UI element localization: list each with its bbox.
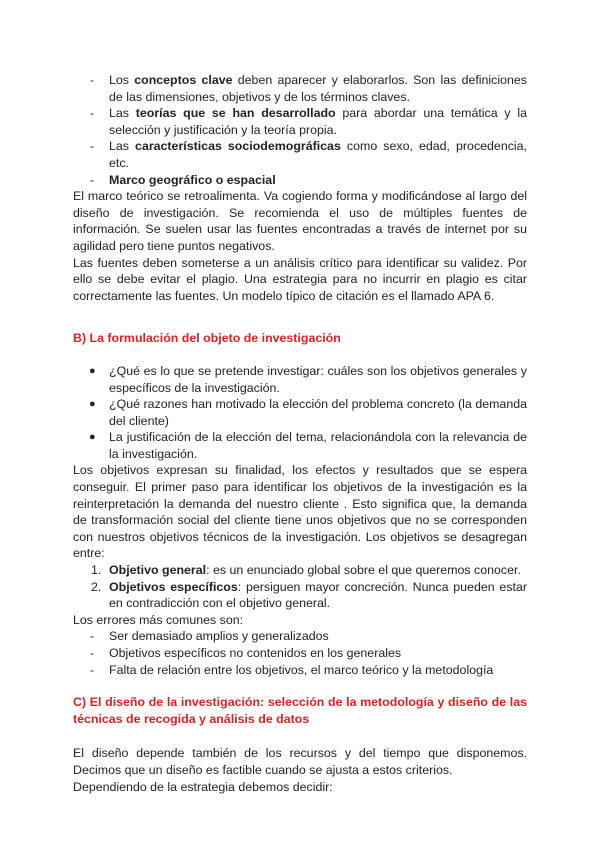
dash-marker: - xyxy=(90,106,95,121)
bold-term: Marco geográfico o espacial xyxy=(109,172,276,187)
list-item: - Las teorías que se han desarrollado para abordar una temática y la selección y justificación y la teoría propia. xyxy=(90,106,527,137)
paragraph-diseno: El diseño depende también de los recursos y del tiempo que disponemos. Decimos que un diseño es factible cuando se ajusta a estos criterios. xyxy=(73,746,527,777)
list-item: ● La justificación de la elección del tema, relacionándola con la relevancia de la investigación. xyxy=(89,430,527,461)
paragraph-objetivos: Los objetivos expresan su finalidad, los efectos y resultados que se espera conseguir. El primer paso para identificar los objetivos de la investigación es la reinterpretación la demanda del nuestro cliente . Esto significa que, la demanda de transformación social del cliente tiene unos objetivos que no se corresponden con nuestros objetivos técnicos de la investigación. Los objetivos se desagregan entre: xyxy=(73,463,527,561)
paragraph-fuentes: Las fuentes deben someterse a un análisis crítico para identificar su validez. Por ello se debe evitar el plagio. Una estrategia para no incurrir en plagio es citar correctamente las fuentes. Un modelo típico de citación es el llamado APA 6. xyxy=(73,255,527,303)
document-page xyxy=(73,72,527,795)
dash-marker: - xyxy=(90,139,95,154)
errors-intro: Los errores más comunes son: xyxy=(73,612,244,627)
list-item: 2. Objetivos específicos: persiguen mayor concreción. Nunca pueden estar en contradicción con el objetivo general. xyxy=(91,579,527,611)
list-item: ● ¿Qué razones han motivado la elección del problema concreto (la demanda del cliente) xyxy=(89,397,527,428)
dash-marker: - xyxy=(90,629,95,644)
concepts-list xyxy=(73,72,527,188)
paragraph-marco-teorico: El marco teórico se retroalimenta. Va cogiendo forma y modificándose al largo del diseño de investigación. Se recomienda el uso de múltiples fuentes de información. Se suelen usar las fuentes encontradas a través de internet por su agilidad pero tiene puntos negativos. xyxy=(73,189,527,253)
list-item: - Ser demasiado amplios y generalizados xyxy=(90,629,329,644)
list-item: - Falta de relación entre los objetivos, el marco teórico y la metodología xyxy=(90,662,494,677)
section-heading-b: B) La formulación del objeto de investigación xyxy=(73,331,341,346)
list-item: 1. Objetivo general: es un enunciado global sobre el que queremos conocer. xyxy=(91,563,521,578)
number-marker: 2. xyxy=(91,579,102,594)
paragraph-estrategia: Dependiendo de la estrategia debemos decidir: xyxy=(73,779,333,794)
dash-marker: - xyxy=(90,662,95,677)
errors-list xyxy=(73,628,527,678)
bold-term: conceptos clave xyxy=(134,73,233,87)
dash-marker: - xyxy=(90,73,95,87)
bullet-marker: ● xyxy=(89,364,96,377)
bullet-list-b xyxy=(73,363,527,463)
bold-term: características sociodemográficas xyxy=(135,139,341,154)
list-item: - Los conceptos clave deben aparecer y elaborarlos. Son las definiciones de las dimensiones, objetivos y de los términos claves. xyxy=(90,73,528,104)
numbered-list xyxy=(73,562,527,612)
list-item xyxy=(73,172,527,189)
list-item: - Las características sociodemográficas como sexo, edad, procedencia, etc. xyxy=(90,139,527,170)
bold-term: teorías que se han desarrollado xyxy=(135,106,336,121)
number-marker: 1. xyxy=(91,563,102,578)
bold-term: Objetivo general xyxy=(109,563,207,578)
list-item: - Objetivos específicos no contenidos en los generales xyxy=(90,646,402,660)
bold-term: Objetivos específicos xyxy=(109,579,238,594)
bullet-marker: ● xyxy=(89,398,96,411)
dash-marker: - xyxy=(90,172,95,187)
bullet-marker: ● xyxy=(89,431,96,444)
list-item: ● ¿Qué es lo que se pretende investigar: cuáles son los objetivos generales y específicos de la investigación. xyxy=(89,363,527,395)
section-heading-c: C) El diseño de la investigación: selección de la metodología y diseño de las técnicas de recogida y análisis de datos xyxy=(73,695,527,726)
dash-marker: - xyxy=(90,646,95,660)
